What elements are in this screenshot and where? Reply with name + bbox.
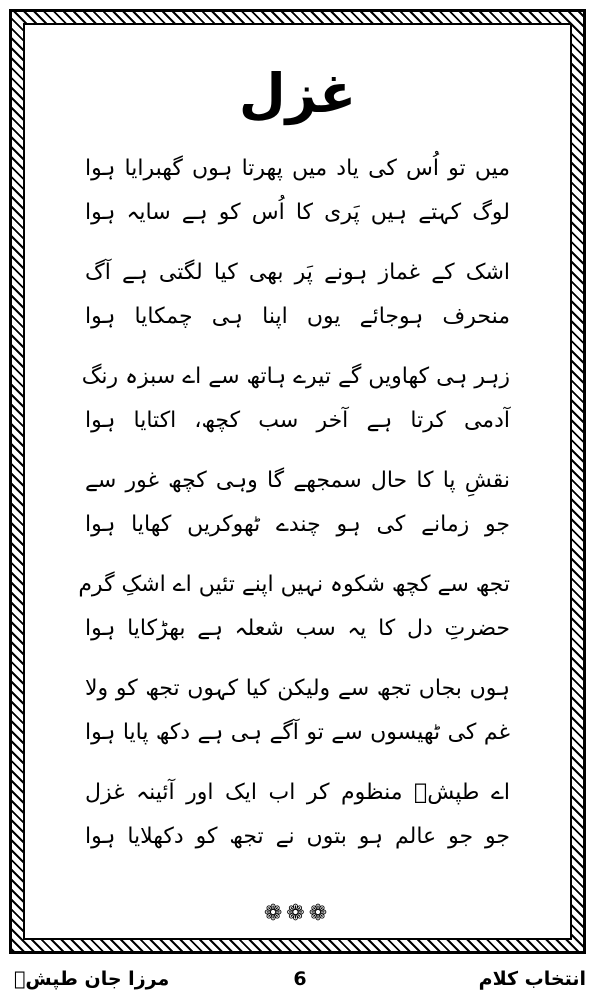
couplet-7: [85, 771, 510, 875]
couplet-2: [85, 251, 510, 355]
flower-ornament-icon: ❁❁❁: [263, 901, 332, 926]
verse-line: جو زمانے کی ہو چندے ٹھوکریں کھایا ہوا: [85, 512, 510, 537]
ghazal-couplets: [78, 147, 510, 875]
verse-line: زہر ہی کھاویں گے تیرے ہاتھ سے اے سبزہ رنگ: [81, 364, 510, 389]
couplet-5: [78, 563, 510, 667]
verse-line: جو جو عالم ہو بتوں نے تجھ کو دکھلایا ہوا: [85, 824, 510, 849]
verse-line: ہوں بجاں تجھ سے ولیکن کیا کہوں تجھ کو ولا: [85, 676, 510, 701]
verse-line: نقشِ پا کا حال سمجھے گا وہی کچھ غور سے: [85, 468, 510, 493]
page-footer: [0, 960, 600, 1000]
page-number: 6: [293, 968, 307, 990]
verse-line: میں تو اُس کی یاد میں پھرتا ہوں گھبرایا ہوا: [85, 156, 510, 181]
verse-line: آدمی کرتا ہے آخر سب کچھ، اکتایا ہوا: [85, 408, 510, 433]
ghazal-title: غزل: [238, 62, 357, 125]
couplet-6: [85, 667, 510, 771]
couplet-4: [85, 459, 510, 563]
verse-line: اشک کے غماز ہونے پَر بھی کیا لگتی ہے آگ: [85, 260, 510, 285]
verse-line: تجھ سے کچھ شکوہ نہیں اپنے تئیں اے اشکِ گرم: [78, 572, 510, 597]
footer-book-title: انتخاب کلام: [478, 968, 586, 990]
footer-author: مرزا جان طپشؔ: [14, 968, 170, 990]
verse-line: منحرف ہوجائے یوں اپنا ہی چمکایا ہوا: [85, 304, 510, 329]
verse-line: لوگ کہتے ہیں پَری کا اُس کو ہے سایہ ہوا: [85, 200, 510, 225]
couplet-1: [85, 147, 510, 251]
verse-line: حضرتِ دل کا یہ سب شعلہ ہے بھڑکایا ہوا: [85, 616, 510, 641]
verse-line: اے طپشؔ منظوم کر اب ایک اور آئینہ غزل: [85, 780, 510, 805]
verse-line: غم کی ٹھیسوں سے تو آگے ہی ہے دکھ پایا ہوا: [85, 720, 510, 745]
couplet-3: [81, 355, 510, 459]
page-content-frame: [23, 23, 572, 940]
